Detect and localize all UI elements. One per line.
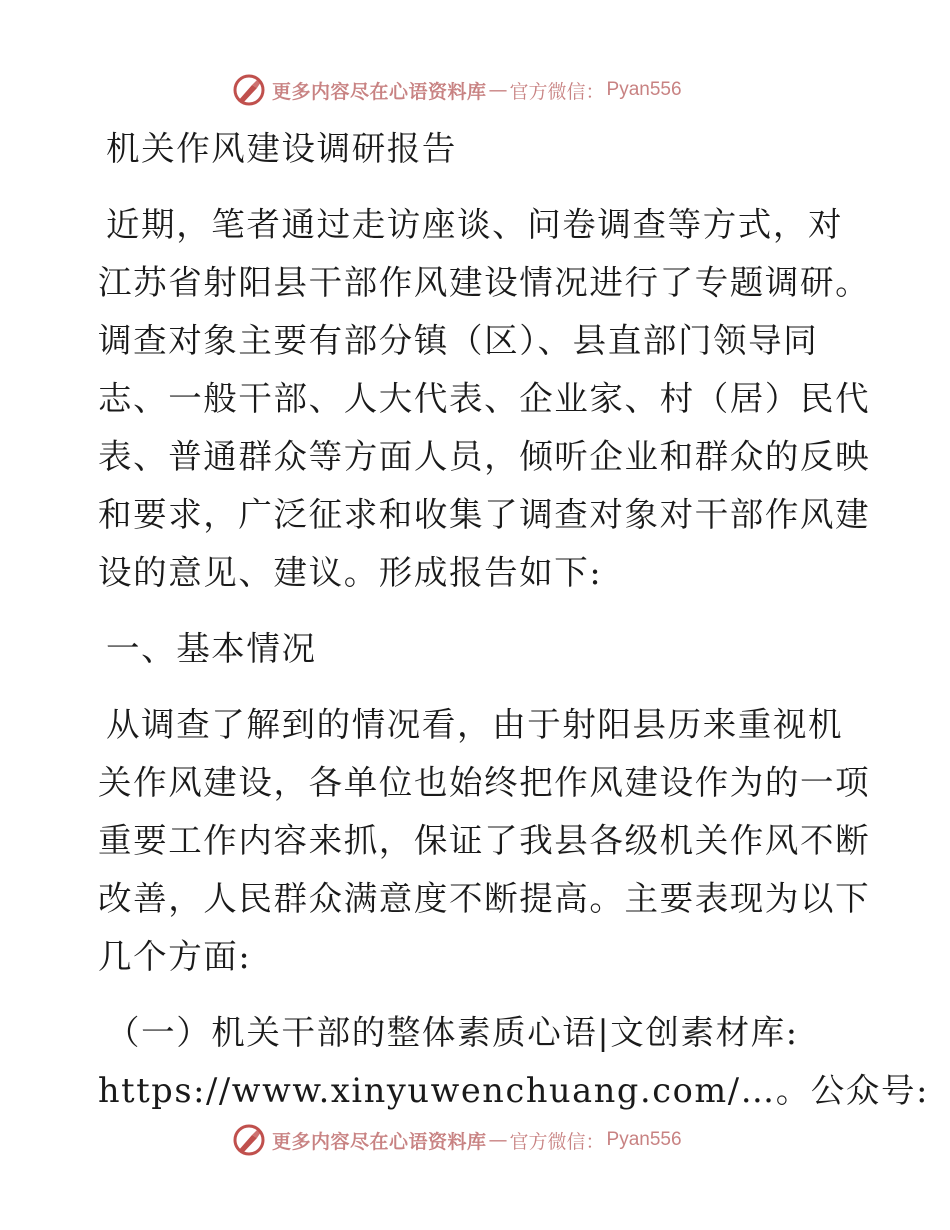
document-body xyxy=(98,120,929,1120)
paragraph-basic-situation xyxy=(98,696,871,986)
text-line: 和要求，广泛征求和收集了调查对象对干部作风建 xyxy=(98,495,871,534)
wechat-label: 官方微信： xyxy=(509,80,605,103)
watermark-separator: — xyxy=(488,1129,508,1151)
wechat-id: Pyan556 xyxy=(606,1129,682,1150)
document-title: 机关作风建设调研报告 xyxy=(106,129,457,168)
text-line: 关作风建设，各单位也始终把作风建设作为的一项 xyxy=(98,763,871,802)
text-line: 表、普通群众等方面人员，倾听企业和群众的反映 xyxy=(98,437,871,476)
text-line: 近期，笔者通过走访座谈、问卷调查等方式，对 xyxy=(106,205,844,244)
text-line: 重要工作内容来抓，保证了我县各级机关作风不断 xyxy=(98,821,871,860)
url-line: https://www.xinyuwenchuang.com/…。公众号: xyxy=(98,1071,929,1110)
wechat-id: Pyan556 xyxy=(606,79,682,100)
pen-logo-icon xyxy=(232,73,266,107)
text-line: 从调查了解到的情况看，由于射阳县历来重视机 xyxy=(106,705,844,744)
text-line: 志、一般干部、人大代表、企业家、村（居）民代 xyxy=(98,379,871,418)
text-line: 设的意见、建议。形成报告如下: xyxy=(98,553,603,592)
pen-logo-icon xyxy=(232,1123,266,1157)
wechat-label: 官方微信： xyxy=(509,1130,605,1153)
paragraph-subsection xyxy=(98,1004,929,1120)
text-line: 江苏省射阳县干部作风建设情况进行了专题调研。 xyxy=(98,263,871,302)
text-line: 几个方面: xyxy=(98,937,252,976)
watermark-separator: — xyxy=(488,79,508,101)
text-line: 调查对象主要有部分镇（区）、县直部门领导同 xyxy=(98,321,819,360)
watermark-text: 更多内容尽在心语资料库 xyxy=(272,80,487,103)
paragraph-intro xyxy=(98,196,871,602)
section-heading: 一、基本情况 xyxy=(106,629,317,668)
watermark-banner-top xyxy=(232,72,682,108)
watermark-text: 更多内容尽在心语资料库 xyxy=(272,1130,487,1153)
text-line: 改善，人民群众满意度不断提高。主要表现为以下 xyxy=(98,879,871,918)
watermark-banner-bottom xyxy=(232,1122,682,1158)
subsection-heading: （一）机关干部的整体素质心语|文创素材库: xyxy=(106,1013,799,1052)
